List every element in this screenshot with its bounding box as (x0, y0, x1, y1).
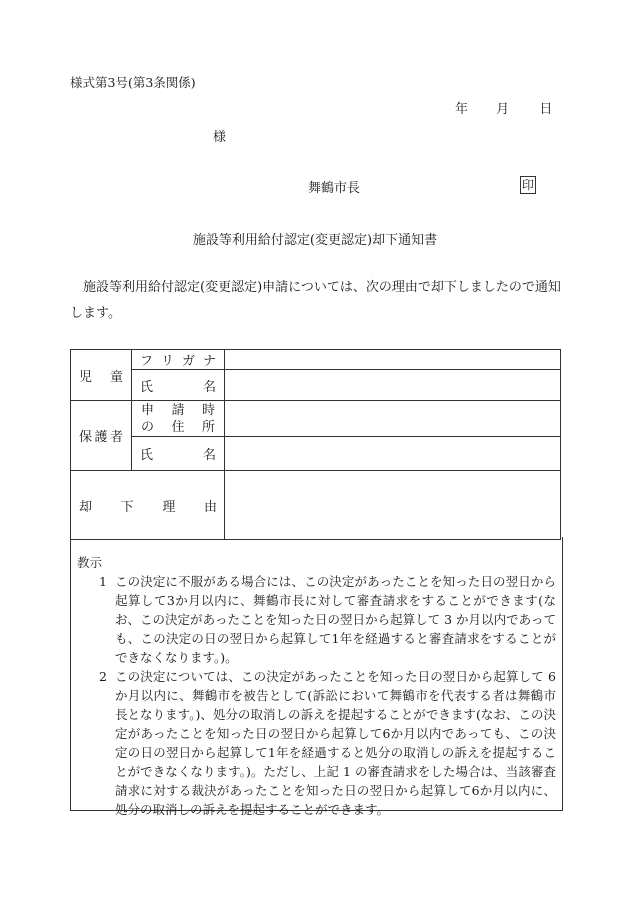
notice-item (77, 667, 556, 819)
notice-box (70, 537, 563, 817)
form-number: 様式第3号(第3条関係) (70, 75, 196, 90)
notice-item-number: 2 (99, 669, 107, 684)
info-table (70, 349, 561, 540)
child-furigana-row (71, 350, 561, 370)
notice-item (77, 572, 556, 667)
address-label-char: の (141, 419, 155, 435)
reason-char: 理 (162, 499, 176, 515)
date-line (455, 98, 552, 117)
document-title: 施設等利用給付認定(変更認定)却下通知書 (192, 233, 438, 248)
child-furigana-field[interactable] (225, 350, 561, 370)
furigana-label-cell (132, 350, 225, 370)
address-label-char: 所 (201, 419, 215, 435)
guardian-label-char: 者 (109, 430, 123, 445)
guardian-name-row (71, 437, 561, 471)
reason-char: 却 (79, 499, 93, 515)
guardian-name-field[interactable] (225, 437, 561, 471)
name-char: 氏 (140, 448, 154, 463)
address-label-char: 請 (171, 402, 185, 418)
notice-item-text: この決定については、この決定があったことを知った日の翌日から起算して 6 か月以内に、舞鶴市を被告として(訴訟において舞鶴市を代表する者は舞鶴市長となります。)、処分の取消しの訴えを提起することができます(なお、この決定があったことを知った日の翌日から起算して6か月以内であっても、この決定の日の翌日から起算して1年を経過すると処分の取消しの訴えを提起することができなくなります。)。ただし、上記 1 の審査請求をした場合は、当該審査請求に対する裁決があったことを知った日の翌日から起算して6か月以内に、処分の取消しの訴えを提起することができます。 (115, 669, 556, 817)
guardian-address-row (71, 401, 561, 437)
issuer-name: 舞鶴市長 (308, 181, 361, 196)
child-name-field[interactable] (225, 370, 561, 401)
name-char: 名 (202, 448, 216, 463)
child-label-char: 児 (79, 369, 93, 385)
child-name-label-cell (132, 370, 225, 401)
guardian-name-label-cell (132, 437, 225, 471)
address-label-char: 住 (171, 419, 185, 435)
addressee-suffix: 様 (213, 130, 227, 145)
guardian-address-field[interactable] (225, 401, 561, 437)
address-label-char: 申 (141, 402, 155, 418)
seal-mark: 印 (521, 178, 534, 192)
reason-char: 下 (120, 499, 134, 515)
furigana-char: リ (160, 354, 174, 369)
furigana-char: フ (140, 354, 154, 369)
address-label-char: 時 (201, 402, 215, 418)
notice-item-number: 1 (99, 574, 107, 589)
reason-row (71, 471, 561, 540)
date-year-label: 年 (455, 102, 469, 117)
notice-heading: 教示 (77, 555, 103, 570)
name-char: 氏 (140, 379, 154, 395)
body-text: 施設等利用給付認定(変更認定)申請については、次の理由で却下しましたので通知します。 (70, 280, 561, 321)
date-day-label: 日 (539, 102, 553, 117)
child-label-char: 童 (109, 369, 123, 385)
guardian-label-char: 護 (94, 430, 108, 445)
date-month-label: 月 (496, 102, 510, 117)
name-char: 名 (202, 379, 216, 395)
guardian-address-label-cell (132, 401, 225, 437)
furigana-char: ナ (202, 354, 216, 369)
reason-char: 由 (203, 499, 217, 515)
guardian-label-char: 保 (79, 430, 93, 445)
furigana-char: ガ (181, 354, 195, 369)
notice-item-text: この決定に不服がある場合には、この決定があったことを知った日の翌日から起算して3か月以内に、舞鶴市長に対して審査請求をすることができます(なお、この決定があったことを知った日の翌日から起算して 3 か月以内であっても、この決定の日の翌日から起算して1年を経過すると審査請求をすることができなくなります。)。 (115, 574, 556, 665)
child-name-row (71, 370, 561, 401)
child-label-cell (71, 350, 132, 401)
reason-field[interactable] (225, 471, 561, 540)
reason-label-cell (71, 471, 225, 540)
guardian-label-cell (71, 401, 132, 471)
